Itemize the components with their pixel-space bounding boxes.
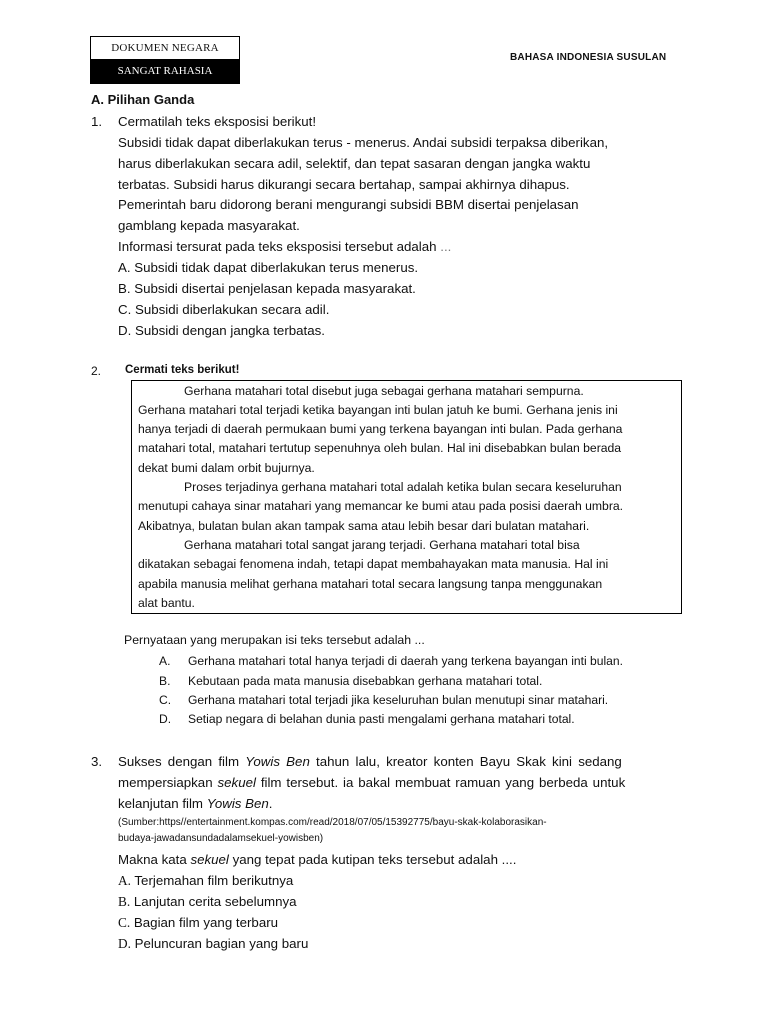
option-text: Terjemahan film berikutnya — [134, 873, 294, 888]
q1-option-d: D. Subsidi dengan jangka terbatas. — [118, 323, 325, 338]
q3-option-b — [118, 894, 297, 910]
option-letter: C. — [118, 915, 131, 930]
q2-question: Pernyataan yang merupakan isi teks tersebut adalah ... — [124, 633, 425, 647]
reading-passage-box — [131, 380, 682, 614]
question-3-number: 3. — [91, 754, 103, 769]
option-letter: D. — [118, 936, 131, 951]
q3-line-1 — [118, 754, 622, 769]
subject-title: BAHASA INDONESIA SUSULAN — [510, 52, 667, 63]
passage-line: Gerhana matahari total sangat jarang terjadi. Gerhana matahari total bisa — [184, 538, 580, 552]
question-1-number: 1. — [91, 114, 103, 129]
stamp-bottom-label: SANGAT RAHASIA — [91, 59, 239, 83]
q3-line-2 — [118, 775, 625, 790]
q2-option-b-letter: B. — [159, 674, 171, 688]
q2-option-d-text: Setiap negara di belahan dunia pasti mengalami gerhana matahari total. — [188, 712, 575, 726]
q2-option-a-text: Gerhana matahari total hanya terjadi di daerah yang terkena bayangan inti bulan. — [188, 654, 623, 668]
q1-question-ellipsis: ... — [440, 239, 452, 254]
q3-film-title: Yowis Ben — [206, 796, 269, 811]
passage-line: Akibatnya, bulatan bulan akan tampak sama atau lebih besar dari bulatan matahari. — [138, 519, 590, 533]
option-text: Bagian film yang terbaru — [133, 915, 279, 930]
q3-keyword: sekuel — [217, 775, 256, 790]
question-2-number: 2. — [91, 364, 102, 378]
q3-source-line: (Sumber:https//entertainment.kompas.com/read/2018/07/05/15392775/bayu-skak-kolaborasikan- — [118, 817, 547, 828]
question-2-title: Cermati teks berikut! — [125, 364, 240, 376]
classification-stamp — [90, 36, 240, 84]
passage-line: dekat bumi dalam orbit bujurnya. — [138, 461, 315, 475]
q3-source-line: budaya-jawadansundadalamsekuel-yowisben) — [118, 833, 324, 844]
q2-option-c-text: Gerhana matahari total terjadi jika keseluruhan bulan menutupi sinar matahari. — [188, 693, 609, 707]
passage-line: menutupi cahaya sinar matahari yang memancar ke bumi atau pada posisi daerah umbra. — [138, 499, 624, 513]
q3-text: Makna kata — [118, 852, 191, 867]
option-letter: A. — [118, 873, 131, 888]
q1-option-c: C. Subsidi diberlakukan secara adil. — [118, 302, 330, 317]
section-title: A. Pilihan Ganda — [91, 92, 195, 107]
q1-line: harus diberlakukan secara adil, selektif, dan tepat sasaran dengan jangka waktu — [118, 156, 591, 171]
q1-question-text: Informasi tersurat pada teks eksposisi tersebut adalah — [118, 239, 437, 254]
passage-line: apabila manusia melihat gerhana matahari total secara langsung tanpa menggunakan — [138, 577, 603, 591]
passage-line: Proses terjadinya gerhana matahari total adalah ketika bulan secara keseluruhan — [184, 480, 622, 494]
q3-text: yang tepat pada kutipan teks tersebut adalah .... — [228, 852, 517, 867]
q3-keyword: sekuel — [190, 852, 229, 867]
q1-question — [118, 239, 451, 254]
q1-line: Subsidi tidak dapat diberlakukan terus - menerus. Andai subsidi terpaksa diberikan, — [118, 135, 609, 150]
q3-option-a — [118, 873, 293, 889]
option-text: Lanjutan cerita sebelumnya — [133, 894, 297, 909]
q3-question — [118, 852, 516, 867]
passage-line: dikatakan sebagai fenomena indah, tetapi dapat membahayakan mata manusia. Hal ini — [138, 557, 609, 571]
q1-line: terbatas. Subsidi harus dikurangi secara bertahap, sampai akhirnya dihapus. — [118, 177, 570, 192]
passage-line: Gerhana matahari total disebut juga sebagai gerhana matahari sempurna. — [184, 384, 584, 398]
q1-option-b: B. Subsidi disertai penjelasan kepada masyarakat. — [118, 281, 416, 296]
q3-text: kelanjutan film — [118, 796, 207, 811]
q3-line-3 — [118, 796, 273, 811]
option-text: Peluncuran bagian yang baru — [134, 936, 309, 951]
q3-text: tahun lalu, kreator konten Bayu Skak kini sedang — [309, 754, 622, 769]
q3-text: mempersiapkan — [118, 775, 218, 790]
passage-line: alat bantu. — [138, 596, 195, 610]
stamp-top-label: DOKUMEN NEGARA — [111, 42, 219, 54]
q2-option-a-letter: A. — [159, 654, 171, 668]
q3-option-c — [118, 915, 278, 931]
passage-line: Gerhana matahari total terjadi ketika bayangan inti bulan jatuh ke bumi. Gerhana jenis ini — [138, 403, 618, 417]
q1-line: gamblang kepada masyarakat. — [118, 218, 300, 233]
q1-line: Pemerintah baru didorong berani mengurangi subsidi BBM disertai penjelasan — [118, 197, 579, 212]
passage-line: hanya terjadi di daerah permukaan bumi yang terkena bayangan inti bulan. Pada gerhana — [138, 422, 623, 436]
q3-option-d — [118, 936, 308, 952]
q2-option-b-text: Kebutaan pada mata manusia disebabkan gerhana matahari total. — [188, 674, 543, 688]
q3-text: Sukses dengan film — [118, 754, 246, 769]
q3-text: film tersebut. ia bakal membuat ramuan yang berbeda untuk — [255, 775, 626, 790]
q3-text: . — [268, 796, 273, 811]
q3-film-title: Yowis Ben — [245, 754, 310, 769]
q2-option-d-letter: D. — [159, 712, 172, 726]
option-letter: B. — [118, 894, 131, 909]
passage-line: matahari total, matahari tertutup sepenuhnya oleh bulan. Hal ini disebabkan bulan berada — [138, 441, 622, 455]
q1-line: Cermatilah teks eksposisi berikut! — [118, 114, 317, 129]
q1-option-a: A. Subsidi tidak dapat diberlakukan terus menerus. — [118, 260, 419, 275]
q2-option-c-letter: C. — [159, 693, 172, 707]
